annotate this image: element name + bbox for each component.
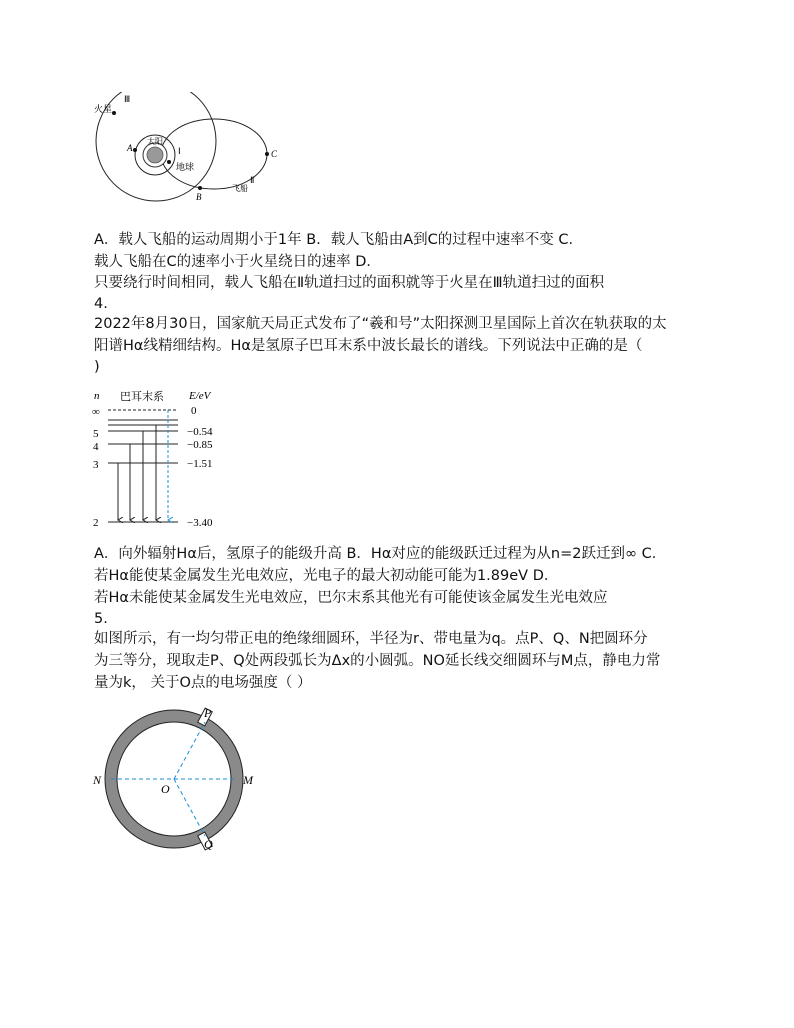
q3-options-line2: 载人飞船在C的速率小于火星绕日的速率 D．: [94, 254, 381, 270]
line-o-p: [174, 722, 205, 779]
level-e-3: −1.51: [187, 458, 213, 470]
series-label: 巴耳末系: [120, 390, 164, 403]
orbit1-label: Ⅰ: [178, 146, 181, 156]
charged-ring-diagram: [90, 705, 270, 855]
level-n-3: 3: [93, 459, 99, 471]
sun: [147, 147, 163, 163]
mars-label: 火星: [94, 105, 113, 115]
label-p: P: [204, 706, 212, 720]
line-o-q: [174, 779, 205, 836]
q4-stem-line1: 2022年8月30日，国家航天局正式发布了“羲和号”太阳探测卫星国际上首次在轨获取的太: [94, 316, 667, 332]
orbit-diagram: [92, 92, 292, 210]
label-q: Q: [204, 837, 213, 851]
energy-axis-label: E/eV: [189, 390, 211, 402]
earth-dot: [167, 160, 171, 164]
level-n-inf: ∞: [92, 406, 100, 418]
point-b-dot: [198, 186, 202, 190]
sun-label: 太阳: [147, 137, 163, 146]
label-o: O: [161, 782, 170, 796]
level-e-2: −3.40: [187, 517, 213, 529]
ship-label: 飞船: [232, 184, 248, 193]
label-m: M: [243, 773, 253, 787]
level-n-4: 4: [93, 441, 99, 453]
level-e-5: −0.54: [187, 426, 213, 438]
q5-stem-line3: 量为k， 关于O点的电场强度（ ）: [94, 675, 312, 691]
orbit2-label: Ⅱ: [250, 175, 255, 185]
q4-options-line3: 若Hα未能使某金属发生光电效应，巴尔末系其他光有可能使该金属发生光电效应: [94, 590, 608, 606]
mars-dot: [112, 111, 116, 115]
level-e-4: −0.85: [187, 439, 213, 451]
earth-label: 地球: [176, 163, 195, 173]
q4-number: 4.: [94, 296, 108, 312]
q3-options-line1: A．载人飞船的运动周期小于1年 B．载人飞船由A到C的过程中速率不变 C．: [94, 232, 583, 248]
point-c-label: C: [271, 149, 278, 159]
q4-stem-line3: ): [94, 359, 100, 375]
point-c-dot: [265, 152, 269, 156]
orbit3-label: Ⅲ: [124, 94, 131, 104]
q3-options-line3: 只要绕行时间相同，载人飞船在Ⅱ轨道扫过的面积就等于火星在Ⅲ轨道扫过的面积: [94, 275, 605, 291]
q4-options-line1: A．向外辐射Hα后，氢原子的能级升高 B．Hα对应的能级跃迁过程为从n=2跃迁到∞ C．: [94, 546, 667, 562]
q5-stem-line2: 为三等分，现取走P、Q处两段弧长为Δx的小圆弧。NO延长线交细圆环与M点，静电力常: [94, 653, 661, 669]
level-e-inf: 0: [191, 405, 197, 417]
energy-level-diagram: [90, 385, 240, 533]
q5-stem-line1: 如图所示，有一均匀带正电的绝缘细圆环，半径为r、带电量为q。点P、Q、N把圆环分: [94, 631, 648, 647]
q4-options-line2: 若Hα能使某金属发生光电效应，光电子的最大初动能可能为1.89eV D．: [94, 568, 559, 584]
q5-number: 5.: [94, 611, 108, 627]
level-n-2: 2: [93, 517, 99, 529]
q4-stem-line2: 阳谱Hα线精细结构。Hα是氢原子巴耳末系中波长最长的谱线。下列说法中正确的是（: [94, 338, 643, 354]
point-a-dot: [133, 148, 137, 152]
point-a-label: A: [127, 143, 133, 153]
point-b-label: B: [196, 192, 202, 202]
label-n: N: [93, 773, 102, 787]
n-axis-label: n: [94, 390, 100, 402]
level-n-5: 5: [93, 428, 99, 440]
